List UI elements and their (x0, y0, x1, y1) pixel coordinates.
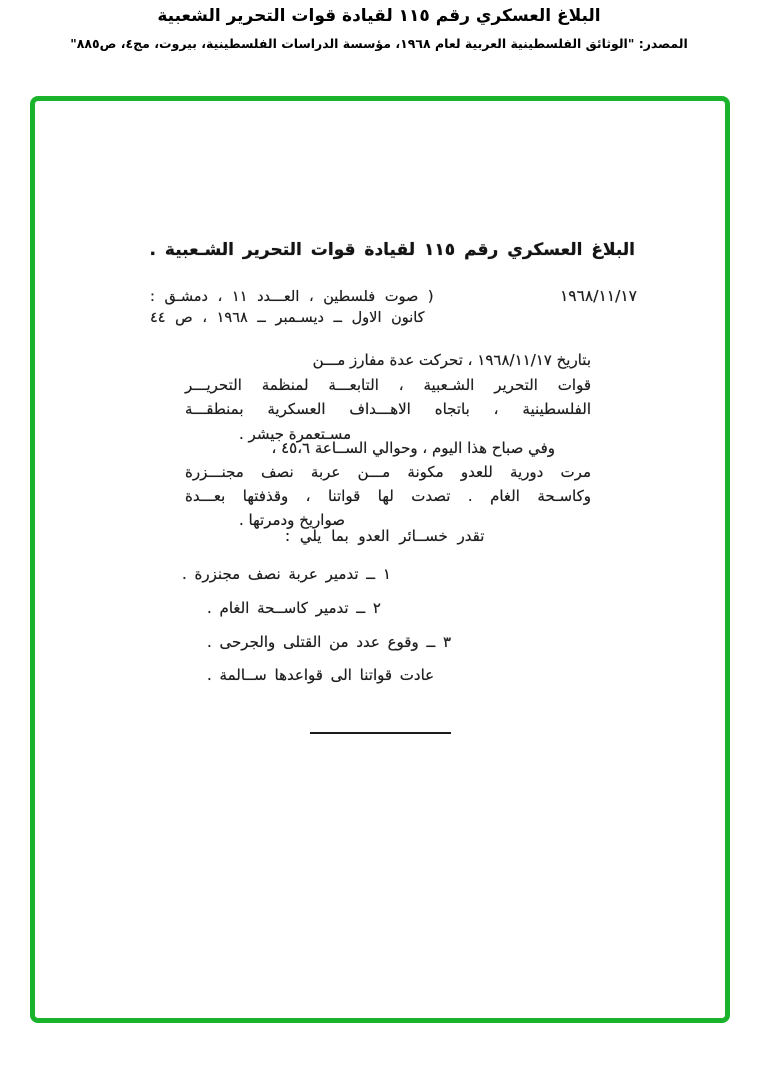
signature-rule (310, 732, 451, 734)
scan-losses-intro: تقدر خســائر العدو بما يلي : (285, 527, 485, 545)
scan-date: ١٩٦٨/١١/١٧ (559, 287, 637, 305)
paragraph-1-line-2: قوات التحرير الشـعبية ، التابعـــة لمنظمة التحريـــر (185, 375, 591, 394)
paragraph-2-line-1: وفي صباح هذا اليوم ، وحوالي الســاعة ٤٥،٦ ، (271, 439, 555, 457)
scan-loss-item-1: ١ ــ تدمير عربة نصف مجنزرة . (182, 565, 391, 583)
paragraph-2-line-2: مرت دورية للعدو مكونة مـــن عربة نصف مجنـــزرة (185, 463, 591, 481)
scan-citation-line-2: كانون الاول ــ ديسـمبر ــ ١٩٦٨ ، ص ٤٤ (150, 310, 425, 326)
page-title: البلاغ العسكري رقم ١١٥ لقيادة قوات التحرير الشعبية (157, 6, 601, 26)
scan-citation-line-1: ( صوت فلسطين ، العـــدد ١١ ، دمشـق : (150, 289, 434, 305)
scan-citation (150, 287, 495, 329)
paragraph-2-line-3: وكاسـحة الغام . تصدت لها قواتنا ، وقذفتها بعـــدة (185, 487, 591, 505)
paragraph-2-line-4: صواريخ ودمرتها . (239, 511, 345, 529)
scan-paragraph-2 (185, 436, 591, 532)
paragraph-1-line-3: الفلسطينية ، باتجاه الاهـــداف العسكرية بمنطقـــة (185, 400, 591, 418)
paragraph-1-line-4: مسـتعمرة جيشر . (239, 424, 352, 443)
scan-title: البلاغ العسكري رقم ١١٥ لقيادة قوات التحرير الشـعبية . (149, 240, 635, 260)
scan-loss-item-3: ٣ ــ وقوع عدد من القتلى والجرحى . (207, 633, 452, 651)
paragraph-1-line-1: بتاريخ ١٩٦٨/١١/١٧ ، تحركت عدة مفارز مـــن (312, 351, 591, 369)
document-scan-frame (30, 96, 730, 1023)
scan-closing-line: عادت قواتنا الى قواعدها ســالمة . (207, 666, 435, 684)
scan-loss-item-2: ٢ ــ تدمير كاســحة الغام . (207, 599, 381, 617)
page-source-citation: المصدر: "الوثائق الفلسطينية العربية لعام ١٩٦٨، مؤسسة الدراسات الفلسطينية، بيروت، مج٤، ص٨٨٥" (70, 36, 688, 51)
scan-paragraph-1 (185, 348, 591, 446)
